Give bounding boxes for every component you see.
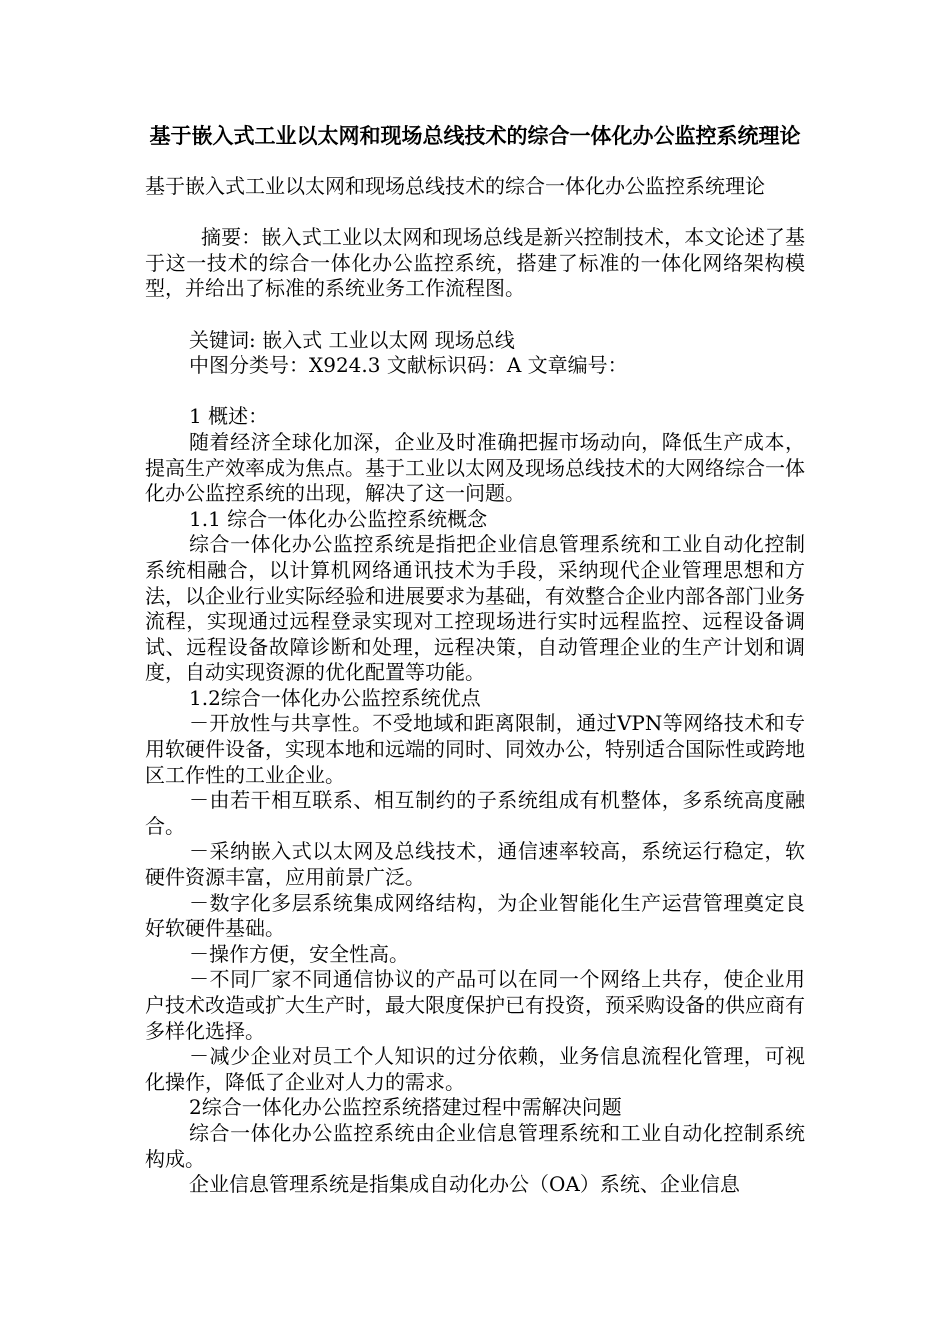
list-item: －操作方便，安全性高。 — [189, 941, 409, 966]
paragraph: 企业信息管理系统是指集成自动化办公（OA）系统、企业信息 — [189, 1172, 740, 1197]
list-item: －减少企业对员工个人知识的过分依赖，业务信息流程化管理，可视化操作，降低了企业对人力的需求。 — [145, 1044, 805, 1094]
document-subtitle: 基于嵌入式工业以太网和现场总线技术的综合一体化办公监控系统理论 — [145, 174, 765, 198]
section-heading: 1.1 综合一体化办公监控系统概念 — [189, 506, 488, 531]
list-item: －由若干相互联系、相互制约的子系统组成有机整体，多系统高度融合。 — [145, 788, 805, 838]
keywords-line: 关键词: 嵌入式 工业以太网 现场总线 — [189, 327, 515, 352]
paragraph: 综合一体化办公监控系统由企业信息管理系统和工业自动化控制系统构成。 — [145, 1120, 805, 1171]
document-body — [145, 174, 805, 1198]
paragraph: 随着经济全球化加深，企业及时准确把握市场动向，降低生产成本，提高生产效率成为焦点。基于工业以太网及现场总线技术的大网络综合一体化办公监控系统的出现，解决了这一问题。 — [145, 429, 805, 506]
section-heading: 1 概述： — [189, 404, 269, 429]
list-item: －不同厂家不同通信协议的产品可以在同一个网络上共存，使企业用户技术改造或扩大生产时，最大限度保护已有投资，预采购设备的供应商有多样化选择。 — [145, 967, 805, 1043]
blank-line — [145, 200, 805, 226]
abstract-paragraph: 摘要：嵌入式工业以太网和现场总线是新兴控制技术，本文论述了基于这一技术的综合一体化办公监控系统，搭建了标准的一体化网络架构模型，并给出了标准的系统业务工作流程图。 — [145, 225, 805, 301]
paragraph: 综合一体化办公监控系统是指把企业信息管理系统和工业自动化控制系统相融合，以计算机网络通讯技术为手段，采纳现代企业管理思想和方法，以企业行业实际经验和进展要求为基础，有效整合企业内部各部门业务流程，实现通过远程登录实现对工控现场进行实时远程监控、远程设备调试、远程设备故障诊断和处理，远程决策，自动管理企业的生产计划和调度，自动实现资源的优化配置等功能。 — [145, 532, 805, 685]
list-item: －开放性与共享性。不受地域和距离限制，通过VPN等网络技术和专用软硬件设备，实现本地和远端的同时、同效办公，特别适合国际性或跨地区工作性的工业企业。 — [145, 711, 805, 787]
list-item: －数字化多层系统集成网络结构，为企业智能化生产运营管理奠定良好软硬件基础。 — [145, 890, 805, 941]
list-item: －采纳嵌入式以太网及总线技术，通信速率较高，系统运行稳定，软硬件资源丰富，应用前景广泛。 — [145, 839, 805, 890]
blank-line — [145, 379, 805, 405]
section-heading: 2综合一体化办公监控系统搭建过程中需解决问题 — [189, 1095, 622, 1120]
classification-line: 中图分类号：X924.3 文献标识码：A 文章编号： — [189, 353, 628, 378]
blank-line — [145, 302, 805, 328]
document-title: 基于嵌入式工业以太网和现场总线技术的综合一体化办公监控系统理论 — [149, 124, 801, 148]
section-heading: 1.2综合一体化办公监控系统优点 — [189, 685, 481, 710]
